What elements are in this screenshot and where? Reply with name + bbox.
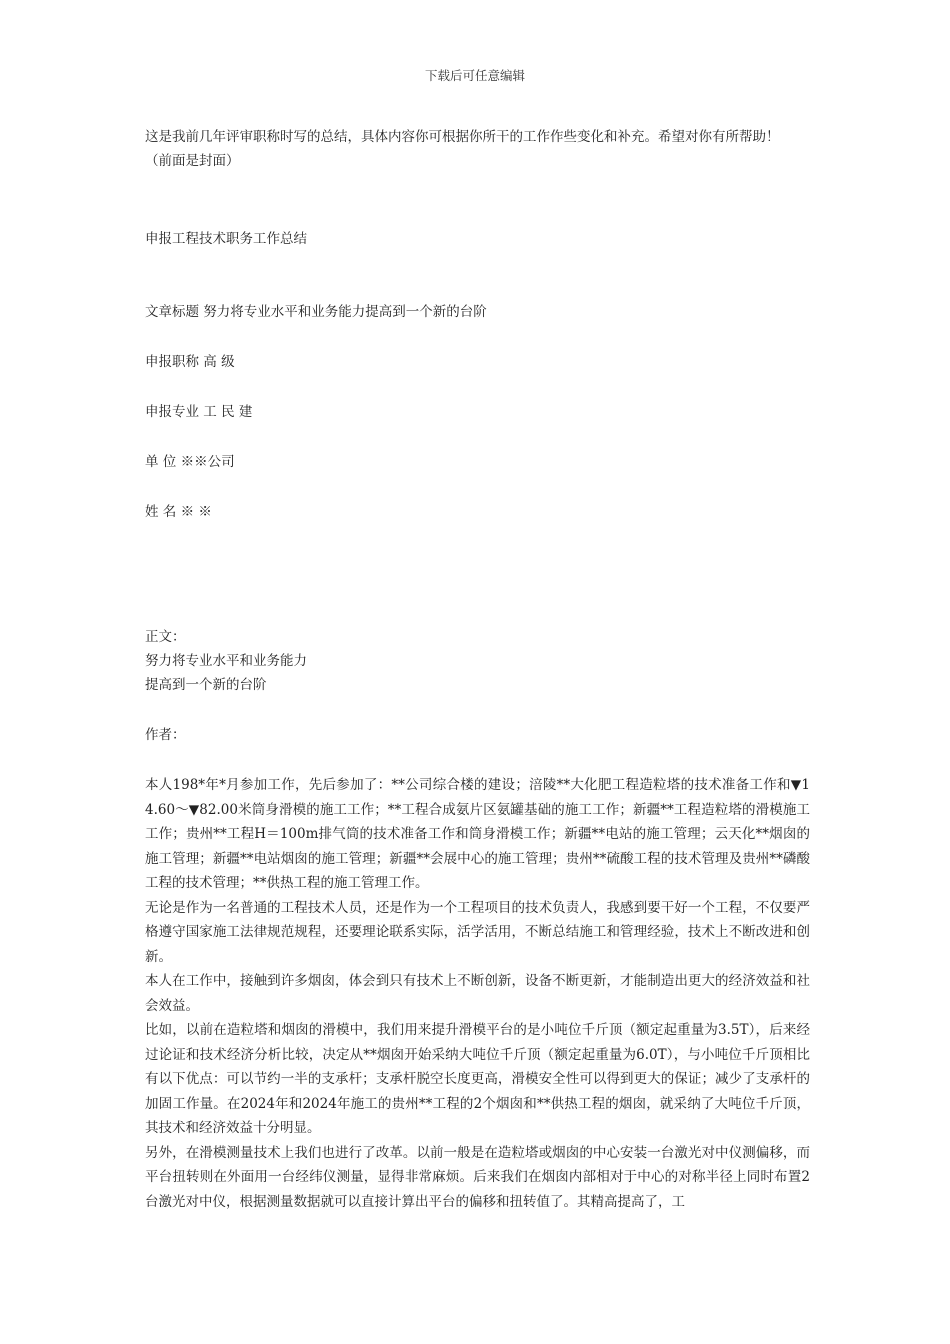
- intro-note: [145, 125, 810, 173]
- body-label: 正文：: [145, 629, 186, 645]
- author-label: 作者：: [145, 727, 186, 743]
- paragraph: 本人在工作中，接触到许多烟囱，体会到只有技术上不断创新，设备不断更新，才能制造出更大的经济效益和社会效益。: [145, 973, 810, 1014]
- cover-title: 申报工程技术职务工作总结: [145, 231, 307, 247]
- cover-meta: [145, 300, 810, 550]
- body-heading: [145, 625, 810, 697]
- name: 姓 名 ※ ※: [145, 504, 212, 520]
- article-title: 文章标题 努力将专业水平和业务能力提高到一个新的台阶: [145, 304, 487, 320]
- unit: 单 位 ※※公司: [145, 454, 235, 470]
- page-header: 下载后可任意编辑: [424, 68, 525, 83]
- body-text: [145, 773, 810, 1214]
- body-heading-line-1: 努力将专业水平和业务能力: [145, 653, 307, 669]
- paragraph: 另外，在滑模测量技术上我们也进行了改革。以前一般是在造粒塔或烟囱的中心安装一台激光对中仪测偏移，而平台扭转则在外面用一台经纬仪测量，显得非常麻烦。后来我们在烟囱内部相对于中心的对称半径上同时布置2台激光对中仪，根据测量数据就可以直接计算出平台的偏移和扭转值了。其精高提高了，工: [145, 1144, 810, 1210]
- applied-major: 申报专业 工 民 建: [145, 404, 253, 420]
- paragraph: 无论是作为一名普通的工程技术人员，还是作为一个工程项目的技术负责人，我感到要干好一个工程，不仅要严格遵守国家施工法律规范规程，还要理论联系实际，活学活用，不断总结施工和管理经验，技术上不断改进和创新。: [145, 899, 810, 965]
- applied-rank: 申报职称 高 级: [145, 354, 235, 370]
- paragraph: 比如，以前在造粒塔和烟囱的滑模中，我们用来提升滑模平台的是小吨位千斤顶（额定起重量为3.5T），后来经过论证和技术经济分析比较，决定从**烟囱开始采纳大吨位千斤顶（额定起重量为6.0T），与小吨位千斤顶相比有以下优点：可以节约一半的支承杆；支承杆脱空长度更高，滑模安全性可以得到更大的保证；减少了支承杆的加固工作量。在2024年和2024年施工的贵州**工程的2个烟囱和**供热工程的烟囱，就采纳了大吨位千斤顶，其技术和经济效益十分明显。: [145, 1022, 810, 1136]
- intro-line-2: （前面是封面）: [145, 153, 240, 169]
- body-heading-line-2: 提高到一个新的台阶: [145, 677, 267, 693]
- paragraph: 本人198*年*月参加工作，先后参加了：**公司综合楼的建设；涪陵**大化肥工程造粒塔的技术准备工作和▼14.60～▼82.00米筒身滑模的施工工作；**工程合成氨片区氨罐基础的施工工作；新疆**工程造粒塔的滑模施工工作；贵州**工程H＝100m排气筒的技术准备工作和筒身滑模工作；新疆**电站的施工管理；云天化**烟囱的施工管理；新疆**电站烟囱的施工管理；新疆**会展中心的施工管理；贵州**硫酸工程的技术管理及贵州**磷酸工程的技术管理；**供热工程的施工管理工作。: [145, 777, 810, 891]
- intro-line-1: 这是我前几年评审职称时写的总结，具体内容你可根据你所干的工作作些变化和补充。希望对你有所帮助！: [145, 129, 780, 145]
